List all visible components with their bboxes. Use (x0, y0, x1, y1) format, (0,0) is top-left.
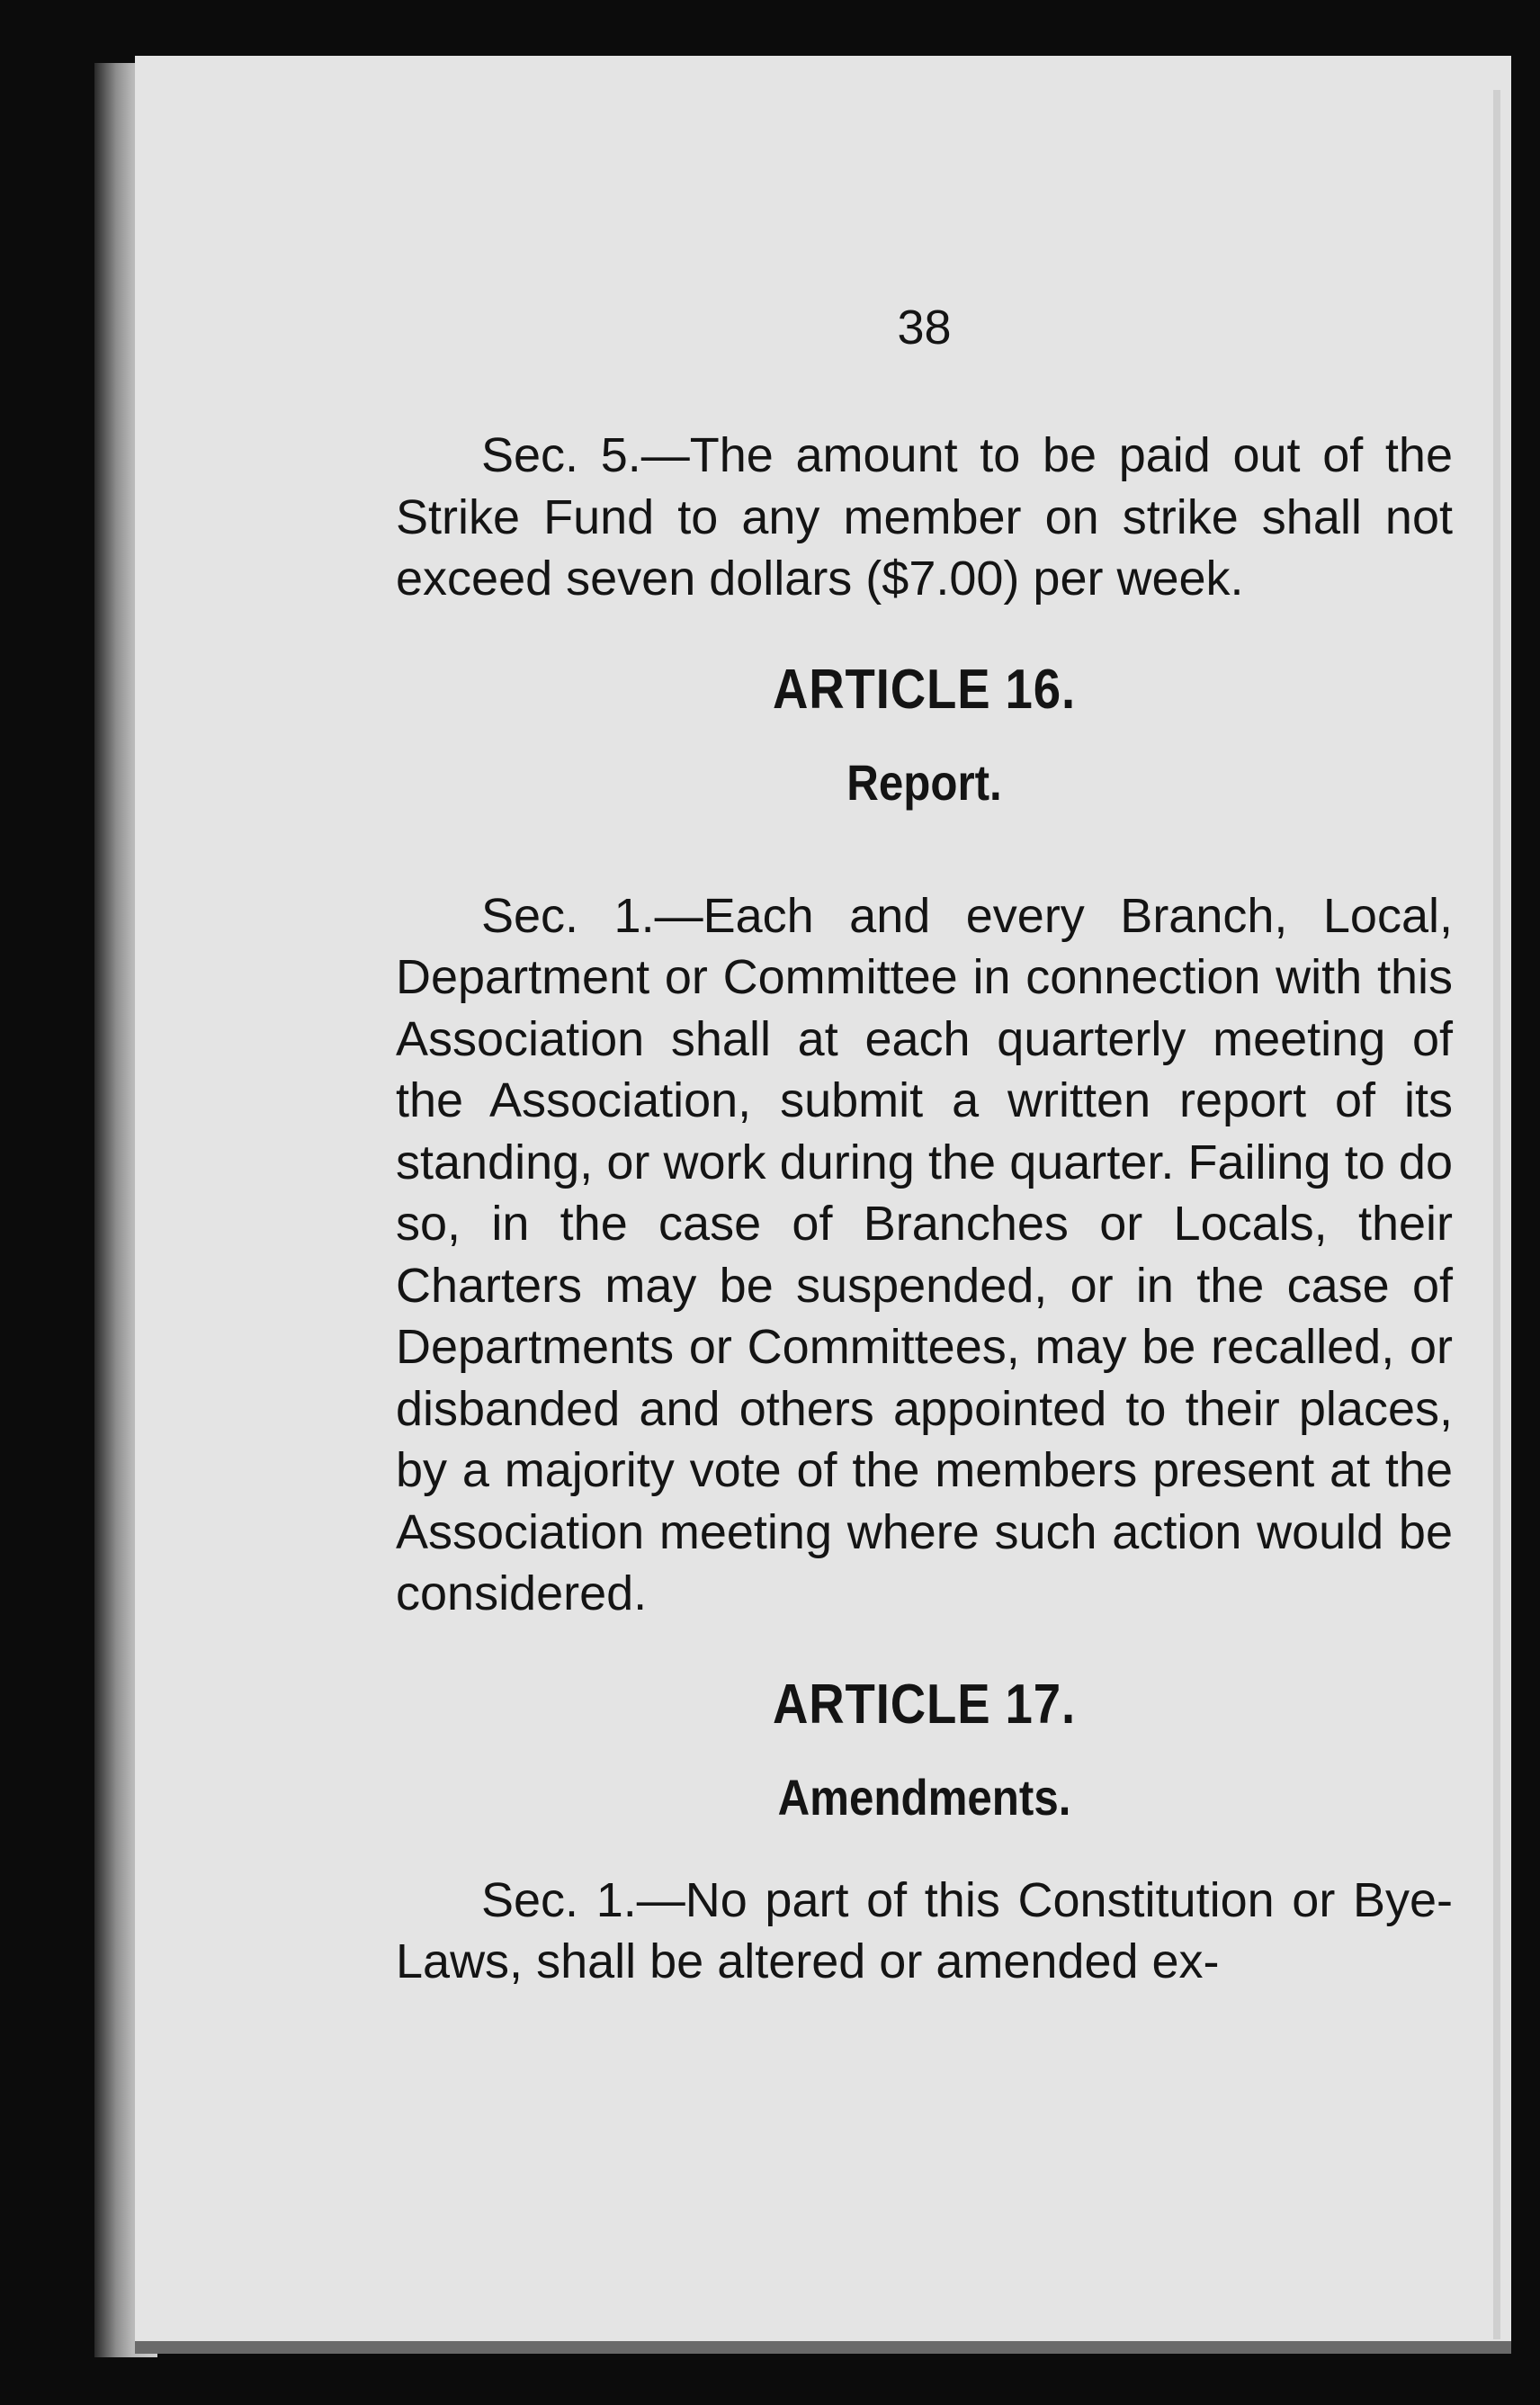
page-edge (1493, 90, 1500, 2339)
article-16-heading: Report. (846, 753, 1002, 811)
page-content (396, 297, 1453, 1993)
article-17-section-1-paragraph: Sec. 1.—No part of this Constitution or Bye-Laws, shall be altered or amended ex- (396, 1872, 1453, 1988)
article-16-section-1-paragraph: Sec. 1.—Each and every Branch, Local, Department or Committee in connection with this Association shall at each quarterly meeting of the Association, submit a written report of its standing, or work during the quarter. Failing to do so, in the case of Branches or Locals, their Charters may be suspended, or in the case of Departments or Committees, may be recalled, or disbanded and others appointed to their places, by a majority vote of the members present at the Association meeting where such action would be considered. (396, 888, 1453, 1620)
section-5-paragraph: Sec. 5.—The amount to be paid out of the Strike Fund to any member on strike shall not exceed seven dollars ($7.00) per week. (396, 428, 1453, 606)
article-17-heading: Amendments. (777, 1768, 1071, 1826)
page-number: 38 (897, 301, 952, 354)
article-17-title: ARTICLE 17. (772, 1673, 1077, 1736)
article-16-title: ARTICLE 16. (772, 658, 1077, 721)
